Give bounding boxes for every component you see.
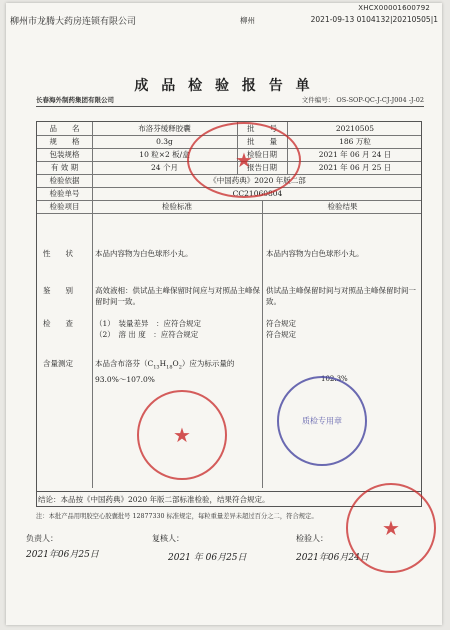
qc-seal (277, 376, 367, 466)
footnote: 注：本批产品用明胶空心胶囊批号 12877330 标准规定，每粒重量差异未超过百分之二，符合规定。 (36, 513, 318, 520)
test-item-identification: 鉴 别 (43, 286, 73, 295)
label-basis: 检验依据 (49, 176, 80, 185)
test-standard-inspection-2: （2） 溶 出 度 ：应符合规定 (95, 330, 199, 339)
test-item-assay: 含量测定 (43, 359, 73, 368)
test-result-appearance: 本品内容物为白色球形小丸。 (266, 249, 364, 258)
inspector-signature: 检验人： 2021年06月24日 (296, 534, 369, 563)
pharmacy-name: 柳州市龙腾大药房连锁有限公司 (10, 17, 137, 27)
city-label: 柳州 (240, 16, 255, 25)
value-batch-size: 186 万粒 (339, 137, 371, 146)
value-report-date: 2021 年 06 月 25 日 (318, 163, 392, 172)
value-validity: 24 个月 (151, 163, 178, 172)
test-standard-inspection-1: （1） 装量差异 ：应符合规定 (95, 319, 202, 328)
test-item-inspection: 检 查 (43, 319, 73, 328)
test-standard-appearance: 本品内容物为白色球形小丸。 (95, 249, 193, 258)
value-test-date: 2021 年 06 月 24 日 (318, 150, 392, 159)
value-batch: 20210505 (335, 124, 375, 133)
report-title: 成 品 检 验 报 告 单 (134, 78, 314, 94)
company-seal-top (187, 122, 301, 198)
label-product: 品 名 (49, 124, 80, 133)
value-basis: 《中国药典》2020 年版二部 (209, 176, 306, 185)
issuer-line (36, 95, 424, 107)
label-package: 包装规格 (49, 150, 80, 159)
header-result: 检验结果 (327, 202, 358, 211)
test-item-appearance: 性 状 (43, 249, 73, 258)
value-report-no: CC21060804 (232, 189, 283, 198)
row-column-headers (37, 200, 421, 214)
top-bar (6, 3, 442, 29)
label-report-no: 检验单号 (49, 189, 80, 198)
owner-signature: 负责人： 2021年06月25日 (26, 534, 99, 560)
value-product: 布洛芬缓释胶囊 (138, 124, 191, 133)
reviewer-signature: 复核人： 2021 年 06月25日 (152, 534, 247, 563)
label-validity: 有 效 期 (50, 163, 79, 172)
star-icon: ★ (173, 423, 191, 447)
header-standard: 检验标准 (162, 202, 192, 211)
inspection-seal-red (137, 390, 227, 480)
issuer-name: 长春海外制药集团有限公司 (36, 96, 114, 104)
test-result-identification: 供试品主峰保留时间与对照品主峰保留时间一致。 (266, 286, 416, 306)
test-result-inspection-2: 符合规定 (266, 330, 296, 339)
print-stamp: 2021-09-13 0104132|20210505|1 (310, 15, 438, 24)
test-result-inspection-1: 符合规定 (266, 319, 296, 328)
label-batch-size: 批 量 (247, 137, 277, 146)
test-standard-identification: 高效液相：供试品主峰保留时间应与对照品主峰保留时间一致。 (95, 286, 260, 306)
test-standard-assay: 本品含布洛芬$(C_{13}H_{18}O_2)$应为标示量的 93.0%～107.0% (95, 359, 235, 384)
report-table (36, 121, 422, 507)
star-icon: ★ (382, 516, 400, 540)
label-batch: 批 号 (247, 124, 277, 133)
value-spec: 0.3g (156, 137, 173, 146)
conclusion: 结论：本品按《中国药典》2020 年版二部标准检验，结果符合规定。 (36, 491, 422, 507)
qc-seal-label: 质检专用章 (302, 416, 342, 426)
label-test-date: 检验日期 (247, 150, 277, 159)
header-item: 检验项目 (49, 202, 80, 211)
label-spec: 规 格 (49, 137, 80, 146)
star-icon: ★ (235, 148, 253, 172)
company-seal-bottom (346, 483, 436, 573)
doc-code: XHCX00001600792 (358, 4, 430, 12)
value-package: 10 粒×2 板/盒 (139, 150, 190, 159)
file-number: 文件编号： OS-SOP-QC-J-CJ-J004 -J-02 (301, 96, 424, 104)
test-result-assay: 102.3% (321, 375, 348, 383)
document-page (6, 3, 442, 625)
label-report-date: 报告日期 (247, 163, 277, 172)
